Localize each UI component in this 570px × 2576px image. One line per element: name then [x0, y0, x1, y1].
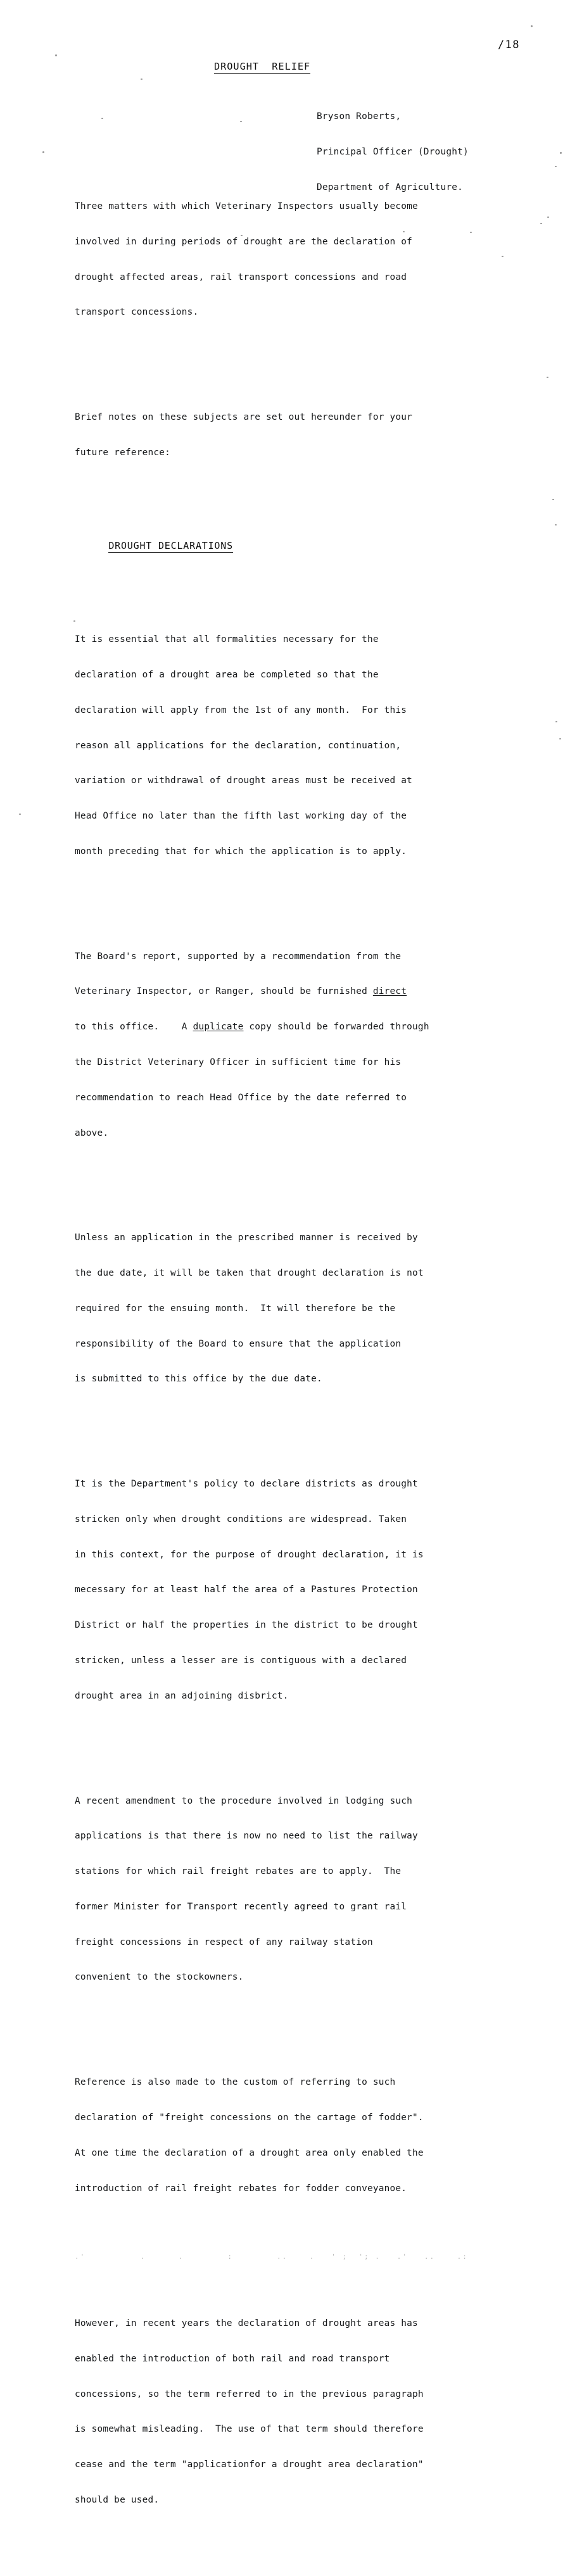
section-heading-wrapper	[75, 528, 561, 575]
text-line: A recent amendment to the procedure involved in lodging such	[75, 1795, 413, 1806]
dust-speck	[141, 79, 142, 80]
author-department: Department of Agriculture.	[317, 182, 463, 192]
text-line: It is essential that all formalities necessary for the	[75, 634, 379, 645]
text-line: Head Office no later than the fifth last working day of the	[75, 811, 407, 822]
page-title: DROUGHT RELIEF	[214, 61, 310, 74]
text-line: should be used.	[75, 2495, 160, 2505]
text-line: involved in during periods of drought are the declaration of	[75, 236, 413, 247]
text-line: However, in recent years the declaration of drought areas has	[75, 2318, 418, 2329]
dust-speck	[240, 121, 242, 122]
paragraph-recent-amendment	[75, 1771, 561, 2007]
paragraph-freight-custom	[75, 2053, 561, 2218]
document-body	[75, 142, 561, 2576]
text-line: required for the ensuing month. It will therefore be the	[75, 1303, 396, 1314]
text-line: cease and the term "applicationfor a drought area declaration"	[75, 2460, 424, 2470]
text-line: stricken, unless a lesser are is contiguous with a declared	[75, 1656, 407, 1666]
paragraph-board-report	[75, 927, 561, 1162]
text-line: Unless an application in the prescribed manner is received by	[75, 1233, 418, 1243]
text-line: freight concessions in respect of any railway station	[75, 1937, 373, 1947]
dust-speck	[19, 814, 21, 815]
text-line: future reference:	[75, 447, 171, 458]
text-line: variation or withdrawal of drought areas must be received at	[75, 776, 413, 786]
text-line: the due date, it will be taken that drought declaration is not	[75, 1268, 424, 1279]
text-fragment: to this office. A	[75, 1022, 193, 1033]
paragraph-however	[75, 2294, 561, 2530]
paragraph-due-date	[75, 1209, 561, 1409]
paragraph-formalities	[75, 610, 561, 881]
text-line: drought affected areas, rail transport concessions and road	[75, 272, 407, 282]
text-line: applications is that there is now no need to list the railway	[75, 1831, 418, 1842]
text-line	[75, 1021, 561, 1033]
text-line: mecessary for at least half the area of a Pastures Protection	[75, 1585, 418, 1595]
text-line: former Minister for Transport recently agreed to grant rail	[75, 1901, 407, 1912]
text-line: At one time the declaration of a drought area only enabled the	[75, 2147, 424, 2158]
text-line: stations for which rail freight rebates are to apply. The	[75, 1866, 402, 1877]
text-line: is somewhat misleading. The use of that term should therefore	[75, 2424, 424, 2435]
text-line: responsibility of the Board to ensure that the application	[75, 1338, 402, 1349]
dust-speck	[531, 25, 533, 27]
text-line: recommendation to reach Head Office by the date referred to	[75, 1092, 407, 1103]
text-line	[75, 986, 561, 998]
text-line: declaration will apply from the 1st of any month. For this	[75, 705, 407, 715]
text-line: District or half the properties in the district to be drought	[75, 1620, 418, 1631]
text-line: convenient to the stockowners.	[75, 1972, 244, 1983]
text-line: It is the Department's policy to declare districts as drought	[75, 1479, 418, 1490]
text-line: concessions, so the term referred to in the previous paragraph	[75, 2389, 424, 2399]
text-line: is submitted to this office by the due date.	[75, 1374, 322, 1385]
text-line: month preceding that for which the application is to apply.	[75, 846, 407, 857]
section-heading-drought-declarations: DROUGHT DECLARATIONS	[108, 540, 233, 551]
text-line: reason all applications for the declaration, continuation,	[75, 740, 402, 751]
text-fragment: Veterinary Inspector, or Ranger, should be furnished	[75, 986, 373, 997]
dust-speck	[55, 54, 57, 56]
paragraph-intro	[75, 177, 561, 342]
paragraph-department-policy	[75, 1455, 561, 1726]
text-line: introduction of rail freight rebates for fodder conveyanoe.	[75, 2183, 407, 2194]
text-line: transport concessions.	[75, 307, 199, 318]
text-line: the District Veterinary Officer in sufficient time for his	[75, 1057, 402, 1067]
text-line: declaration of a drought area be completed so that the	[75, 669, 379, 680]
text-line: The Board's report, supported by a recommendation from the	[75, 951, 402, 962]
underlined-word-direct: direct	[372, 986, 407, 997]
paragraph-brief-notes	[75, 388, 561, 482]
text-line: drought area in an adjoining disbrict.	[75, 1690, 289, 1701]
page-number: /18	[498, 39, 520, 51]
text-line: Reference is also made to the custom of referring to such	[75, 2077, 396, 2088]
text-line: declaration of "freight concessions on the cartage of fodder".	[75, 2113, 424, 2123]
text-line: Brief notes on these subjects are set out hereunder for your	[75, 412, 413, 423]
dust-speck	[101, 118, 103, 119]
text-line: stricken only when drought conditions are widespread. Taken	[75, 1514, 407, 1524]
text-line: Three matters with which Veterinary Inspectors usually become	[75, 201, 418, 211]
text-line: enabled the introduction of both rail and road transport	[75, 2353, 390, 2364]
author-title: Principal Officer (Drought)	[317, 146, 469, 157]
text-line: above.	[75, 1128, 109, 1138]
underlined-word-duplicate: duplicate	[193, 1022, 244, 1033]
dust-speck	[42, 151, 44, 153]
text-fragment: copy should be forwarded through	[243, 1022, 429, 1033]
erased-text-artifact: .' . . : .. . ' ; '; . .' .. .:	[75, 2252, 468, 2261]
text-line: in this context, for the purpose of drought declaration, it is	[75, 1549, 424, 1560]
author-name: Bryson Roberts,	[317, 111, 402, 122]
